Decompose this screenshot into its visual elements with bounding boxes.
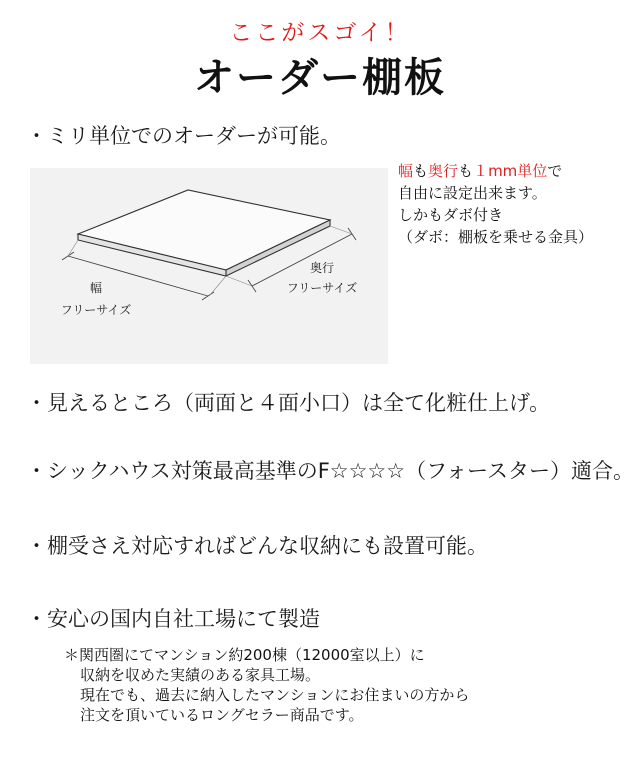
feature-bullet-5: ・安心の国内自社工場にて製造 [26,607,320,631]
footnote-line-1: ＊関西圏にてマンション約200棟（12000室以上）に [64,646,425,664]
note-mo-1: も [413,162,429,180]
depth-label: 奥行 [309,261,335,275]
order-note-line-2: 自由に設定出来ます。 [398,184,547,202]
note-de: で [547,162,563,180]
feature-bullet-3: ・シックハウス対策最高基準のF☆☆☆☆（フォースター）適合。 [26,459,634,483]
footnote-line-4: 注文を頂いているロングセラー商品です。 [80,706,364,724]
footnote-line-3: 現在でも、過去に納入したマンションにお住まいの方から [80,686,470,704]
order-note-line-4: （ダボ：棚板を乗せる金具） [398,228,594,246]
note-width: 幅 [398,162,414,180]
note-mo-2: も [458,162,474,180]
order-note-line-3: しかもダボ付き [398,206,504,224]
width-label: 幅 [89,281,103,295]
footnote-line-2: 収納を収めた実績のある家具工場。 [80,666,321,684]
feature-bullet-2: ・見えるところ（両面と４面小口）は全て化粧仕上げ。 [26,391,551,415]
depth-size-label: フリーサイズ [286,281,358,295]
shelf-board-illustration [30,168,388,364]
order-note [398,160,593,248]
factory-footnote [64,645,469,725]
order-note-line-1 [398,160,593,182]
feature-bullet-1: ・ミリ単位でのオーダーが可能。 [26,124,341,148]
note-depth: 奥行 [428,162,459,180]
width-size-label: フリーサイズ [60,303,132,317]
shelf-diagram [30,168,388,364]
page-title: オーダー棚板 [194,55,446,101]
note-unit: １mm単位 [473,162,548,180]
feature-bullet-4: ・棚受さえ対応すればどんな収納にも設置可能。 [26,534,488,558]
kicker-text: ここがスゴイ！ [229,20,411,46]
